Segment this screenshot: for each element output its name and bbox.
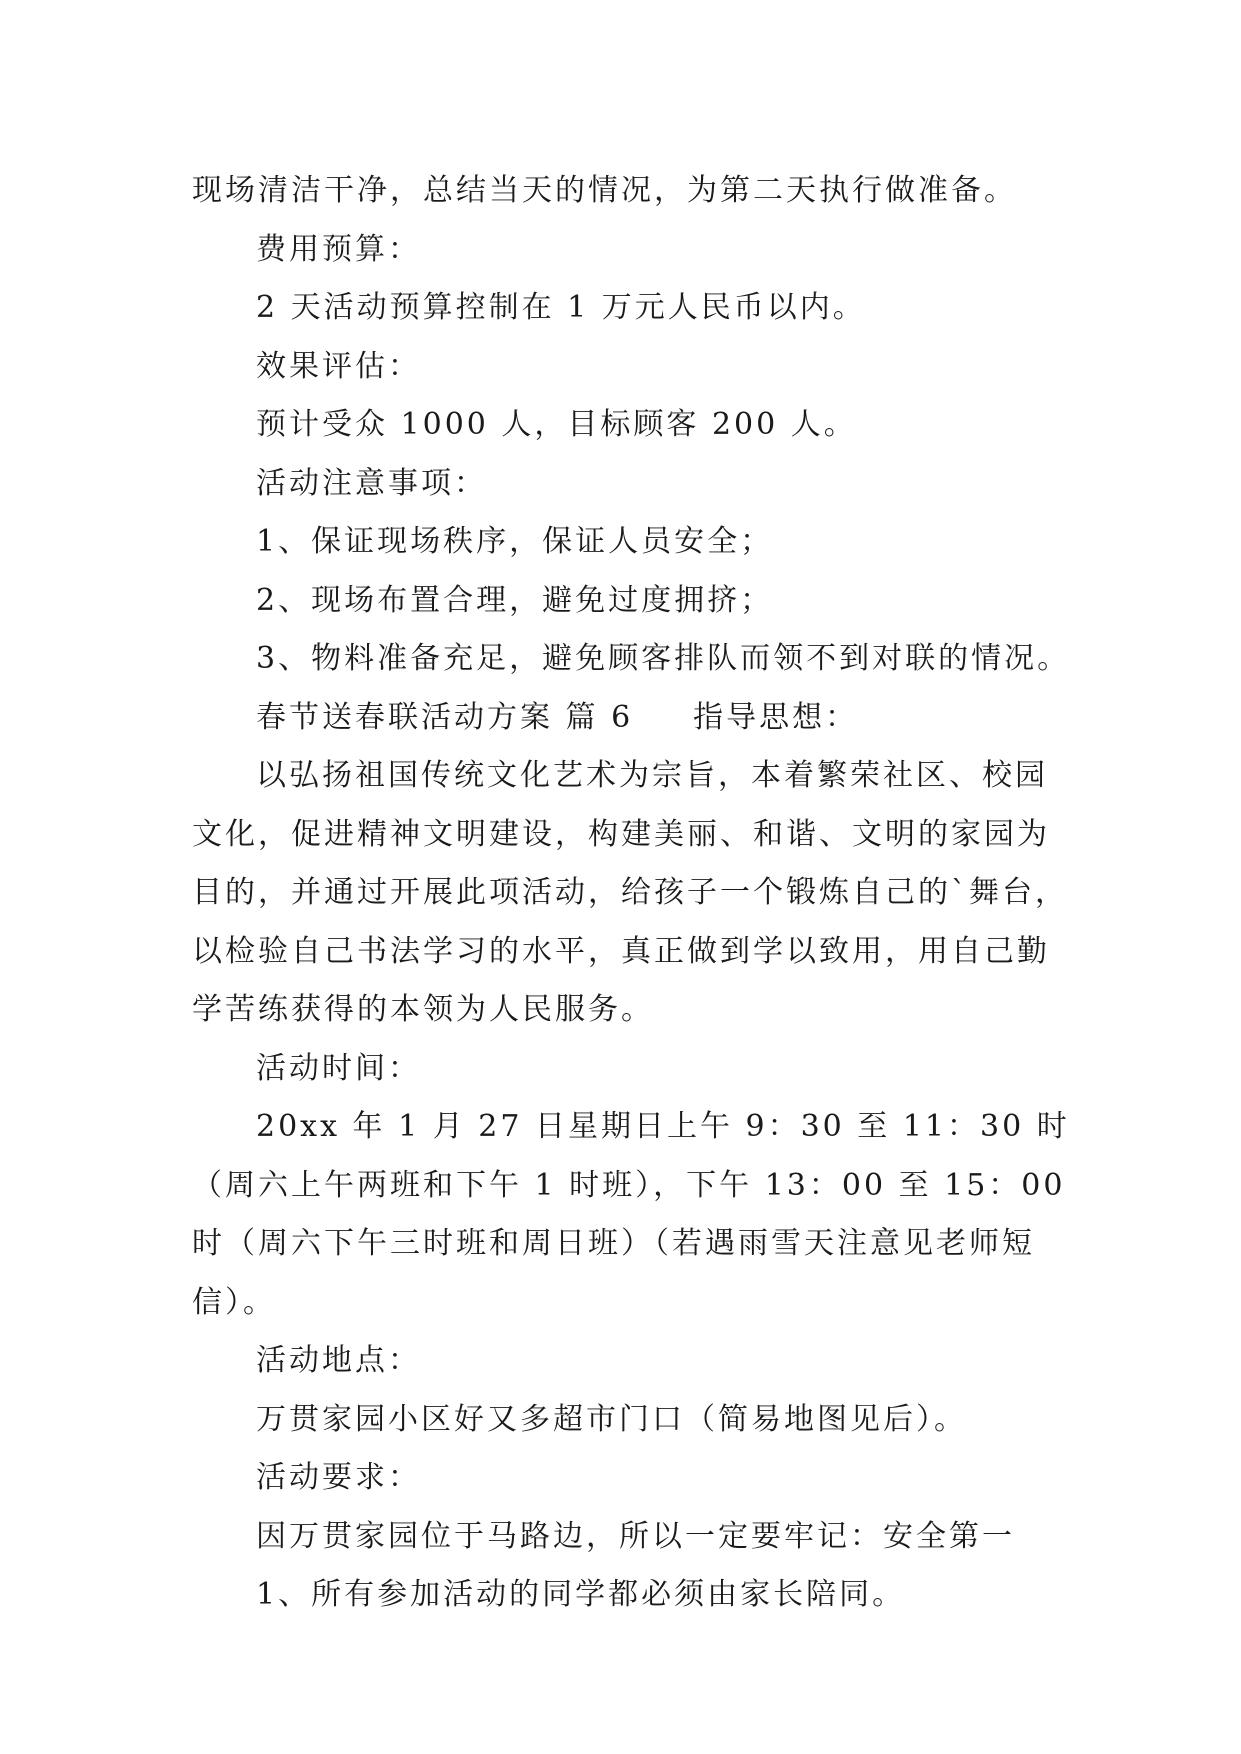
list-item: 3、物料准备充足，避免顾客排队而领不到对联的情况。 [256, 641, 1071, 676]
heading-evaluation: 效果评估： [256, 348, 421, 384]
list-item: 2、现场布置合理，避免过度拥挤； [256, 582, 774, 618]
paragraph-requirements: 因万贯家园位于马路边，所以一定要牢记：安全第一 [256, 1518, 1015, 1554]
paragraph-cleanup: 现场清洁干净，总结当天的情况，为第二天执行做准备。 [192, 173, 1017, 208]
paragraph-evaluation: 预计受众 1000 人，目标顾客 200 人。 [256, 407, 857, 442]
heading-location: 活动地点： [256, 1343, 421, 1378]
list-item: 1、所有参加活动的同学都必须由家长陪同。 [256, 1577, 906, 1612]
paragraph-location: 万贯家园小区好又多超市门口（简易地图见后）。 [256, 1401, 967, 1437]
paragraph-time: 20xx 年 1 月 27 日星期日上午 9：30 至 11：30 时（周六上午两班和下午 1 时班），下午 13：00 至 15：00 时（周六下午三时班和周日班）（若遇雨雪天注意见老师短信）。 [192, 1109, 1070, 1320]
heading-time: 活动时间： [256, 1050, 421, 1086]
paragraph-guiding-idea: 以弘扬祖国传统文化艺术为宗旨，本着繁荣社区、校园文化，促进精神文明建设，构建美丽、和谐、文明的家园为目的，并通过开展此项活动，给孩子一个锻炼自己的`舞台，以检验自己书法学习的水平，真正做到学以致用，用自己勤学苦练获得的本领为人民服务。 [192, 758, 1068, 1027]
section-heading [192, 689, 1072, 748]
document-body [192, 162, 1072, 1625]
paragraph-budget: 2 天活动预算控制在 1 万元人民币以内。 [256, 290, 866, 325]
heading-notes: 活动注意事项： [256, 465, 487, 501]
heading-budget: 费用预算： [256, 231, 421, 267]
list-item: 1、保证现场秩序，保证人员安全； [256, 524, 774, 559]
section-title: 春节送春联活动方案 篇 6 [256, 699, 634, 735]
section-subtitle: 指导思想： [693, 699, 859, 735]
heading-requirements: 活动要求： [256, 1460, 421, 1495]
